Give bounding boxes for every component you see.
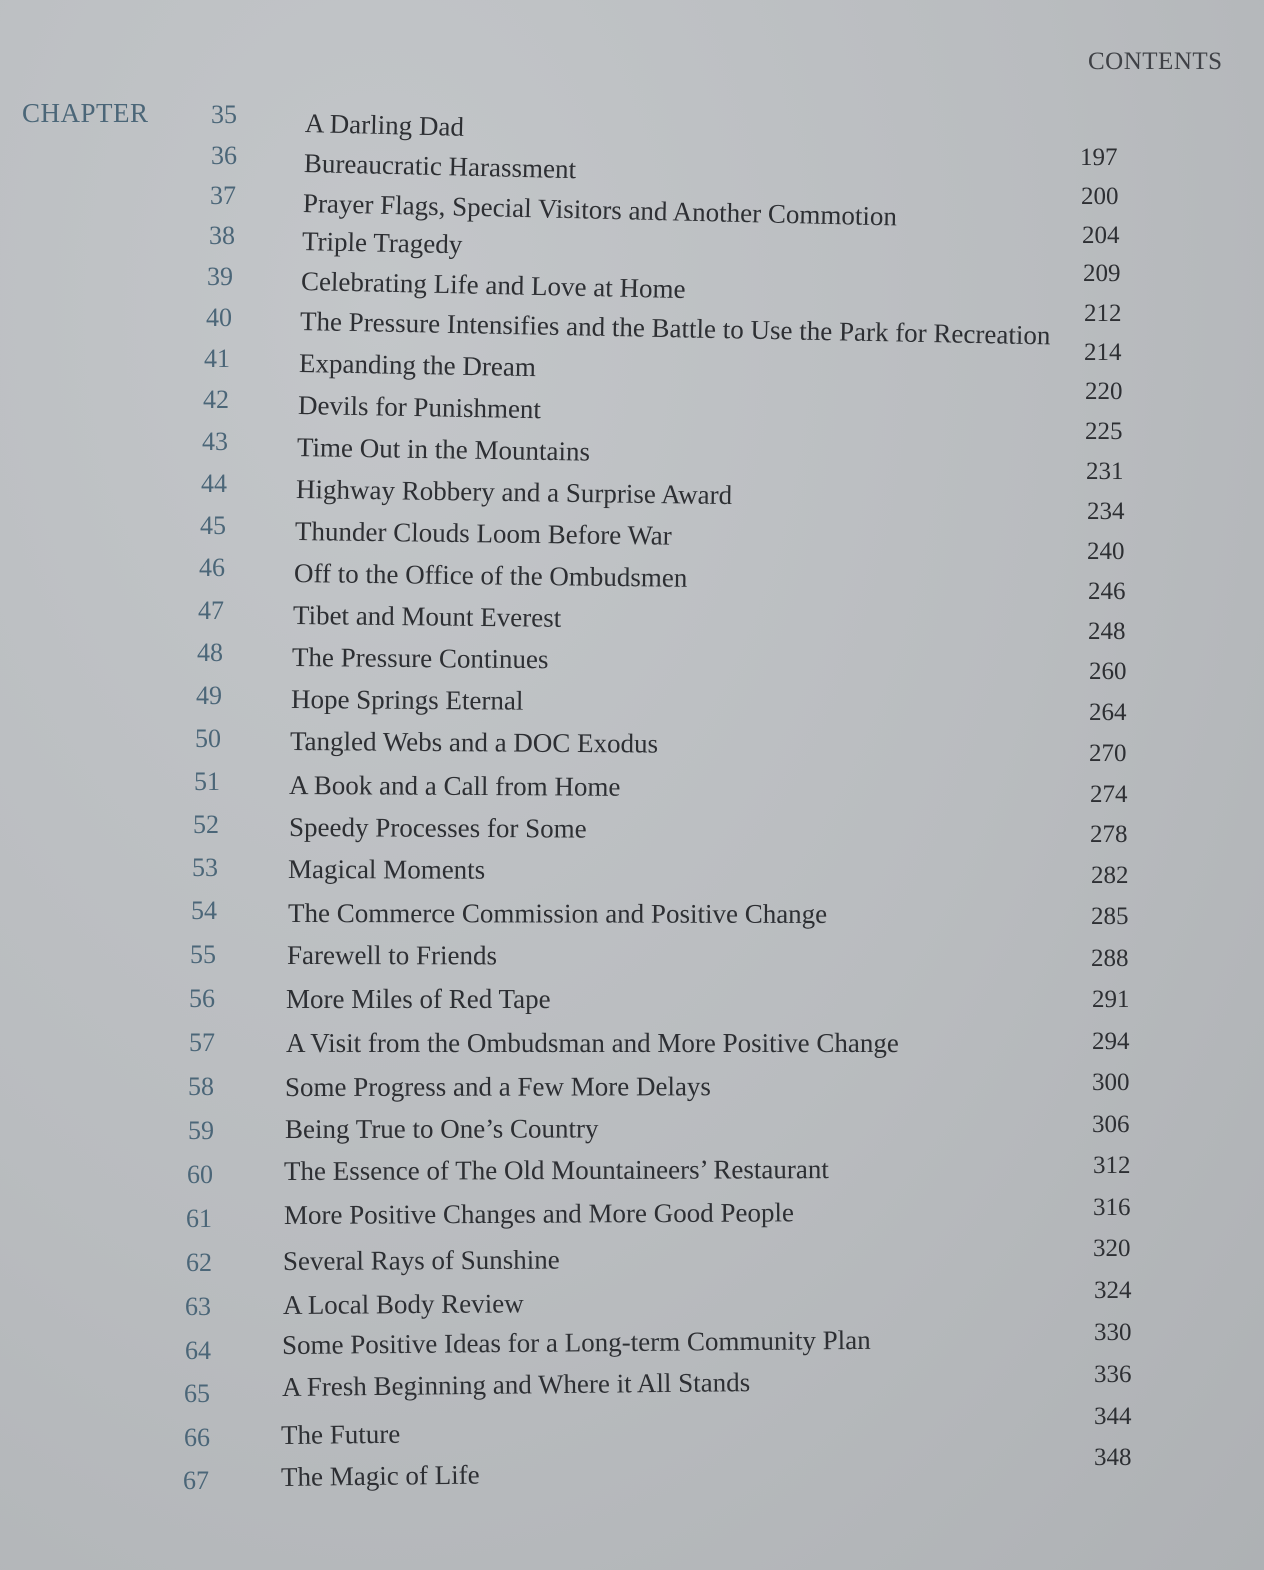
page-number: 316	[1093, 1194, 1131, 1221]
page-number: 291	[1092, 986, 1130, 1013]
chapter-title: Off to the Office of the Ombudsmen	[293, 558, 688, 593]
page-number: 274	[1090, 781, 1128, 808]
page-number: 336	[1094, 1361, 1132, 1388]
page-number: 260	[1089, 658, 1127, 685]
chapter-title: A Book and a Call from Home	[288, 770, 621, 802]
chapter-number: 48	[197, 638, 223, 667]
chapter-number: 40	[206, 303, 232, 332]
chapter-title: Tangled Webs and a DOC Exodus	[289, 726, 659, 759]
chapter-title: Bureaucratic Harassment	[303, 148, 577, 185]
chapter-number: 67	[183, 1466, 209, 1495]
chapter-number: 61	[186, 1204, 212, 1233]
page-number: 348	[1094, 1444, 1132, 1471]
chapter-number: 66	[184, 1423, 210, 1452]
page-number: 234	[1087, 498, 1125, 525]
page-number: 204	[1082, 222, 1120, 249]
chapter-title: Triple Tragedy	[301, 226, 463, 260]
chapter-title: A Visit from the Ombudsman and More Positive Change	[286, 1028, 899, 1058]
page-number: 324	[1094, 1277, 1132, 1304]
chapter-number: 58	[188, 1072, 214, 1101]
chapter-title: Tibet and Mount Everest	[292, 600, 562, 633]
running-head: CONTENTS	[1088, 48, 1223, 75]
chapter-number: 41	[204, 344, 230, 373]
page-number: 330	[1094, 1319, 1132, 1346]
chapter-number: 54	[191, 896, 217, 925]
chapter-title: A Local Body Review	[282, 1288, 524, 1320]
chapter-number: 51	[194, 767, 220, 796]
page-number: 209	[1083, 260, 1121, 287]
chapter-title: A Darling Dad	[304, 108, 465, 142]
chapter-number: 56	[189, 984, 215, 1013]
chapter-title: Thunder Clouds Loom Before War	[294, 516, 672, 551]
chapter-number: 52	[193, 810, 219, 839]
page-number: 200	[1081, 183, 1119, 210]
page-number: 288	[1091, 945, 1129, 972]
page-number: 220	[1085, 378, 1123, 405]
chapter-title: Speedy Processes for Some	[288, 812, 587, 844]
page-number: 197	[1080, 144, 1118, 171]
page-number: 248	[1088, 618, 1126, 645]
chapter-number: 35	[211, 100, 237, 129]
chapter-number: 37	[210, 181, 236, 210]
chapter-title: A Fresh Beginning and Where it All Stands	[281, 1367, 751, 1402]
page-number: 270	[1089, 740, 1127, 767]
chapter-number: 39	[207, 262, 233, 291]
page-number: 214	[1084, 339, 1122, 366]
chapter-number: 36	[211, 141, 237, 170]
chapter-title: Being True to One’s Country	[284, 1113, 599, 1144]
chapter-title: Expanding the Dream	[298, 348, 537, 383]
chapter-number: 43	[202, 427, 228, 456]
chapter-title: The Magic of Life	[280, 1459, 480, 1492]
chapter-number: 45	[200, 511, 226, 540]
chapter-title: The Pressure Continues	[291, 642, 549, 675]
chapter-title: More Positive Changes and More Good People	[283, 1197, 795, 1230]
page-number: 285	[1091, 903, 1129, 930]
chapter-number: 63	[185, 1292, 211, 1321]
page-number: 225	[1085, 418, 1123, 445]
page-number: 282	[1091, 862, 1129, 889]
chapter-number: 59	[188, 1116, 214, 1145]
chapter-number: 53	[192, 853, 218, 882]
chapter-number: 38	[209, 221, 235, 250]
chapter-number: 42	[203, 385, 229, 414]
chapter-title: Time Out in the Mountains	[296, 432, 591, 467]
page-number: 212	[1084, 300, 1122, 327]
chapter-number: 55	[190, 940, 216, 969]
chapter-number: 62	[186, 1248, 212, 1277]
page-number: 312	[1093, 1152, 1131, 1179]
page-number: 320	[1093, 1235, 1131, 1262]
chapter-title: The Pressure Intensifies and the Battle to Use the Park for Recreation	[299, 306, 1051, 351]
chapter-number: 60	[187, 1160, 213, 1189]
page-number: 344	[1094, 1403, 1132, 1430]
chapter-number: 57	[189, 1028, 215, 1057]
chapter-number: 65	[184, 1379, 210, 1408]
chapter-number: 47	[198, 596, 224, 625]
chapter-title: Some Progress and a Few More Delays	[284, 1071, 711, 1102]
chapter-number: 64	[185, 1336, 211, 1365]
chapter-number: 50	[195, 724, 221, 753]
chapter-title: The Future	[280, 1418, 401, 1450]
page-number: 264	[1089, 699, 1127, 726]
chapter-title: Celebrating Life and Love at Home	[300, 266, 686, 305]
chapter-number: 44	[201, 469, 227, 498]
page-number: 306	[1092, 1111, 1130, 1138]
page-number: 240	[1087, 538, 1125, 565]
chapter-title: Prayer Flags, Special Visitors and Another Commotion	[302, 188, 898, 232]
page-number: 300	[1092, 1069, 1130, 1096]
chapter-title: Highway Robbery and a Surprise Award	[295, 474, 733, 511]
page-number: 294	[1092, 1028, 1130, 1055]
chapter-title: Several Rays of Sunshine	[282, 1244, 560, 1276]
chapter-title: Farewell to Friends	[286, 940, 497, 971]
page-number: 278	[1090, 821, 1128, 848]
chapter-title: The Commerce Commission and Positive Change	[287, 898, 828, 929]
chapter-title: Some Positive Ideas for a Long-term Community Plan	[281, 1324, 871, 1360]
chapter-number: 46	[199, 553, 225, 582]
page-number: 246	[1088, 578, 1126, 605]
chapter-title: Hope Springs Eternal	[290, 684, 524, 716]
chapter-title: Devils for Punishment	[297, 390, 542, 425]
chapter-title: The Essence of The Old Mountaineers’ Restaurant	[283, 1154, 829, 1186]
chapter-title: Magical Moments	[287, 854, 486, 885]
chapter-title: More Miles of Red Tape	[286, 984, 551, 1014]
chapter-number: 49	[196, 681, 222, 710]
chapter-label: CHAPTER	[22, 98, 149, 128]
page-number: 231	[1086, 458, 1124, 485]
